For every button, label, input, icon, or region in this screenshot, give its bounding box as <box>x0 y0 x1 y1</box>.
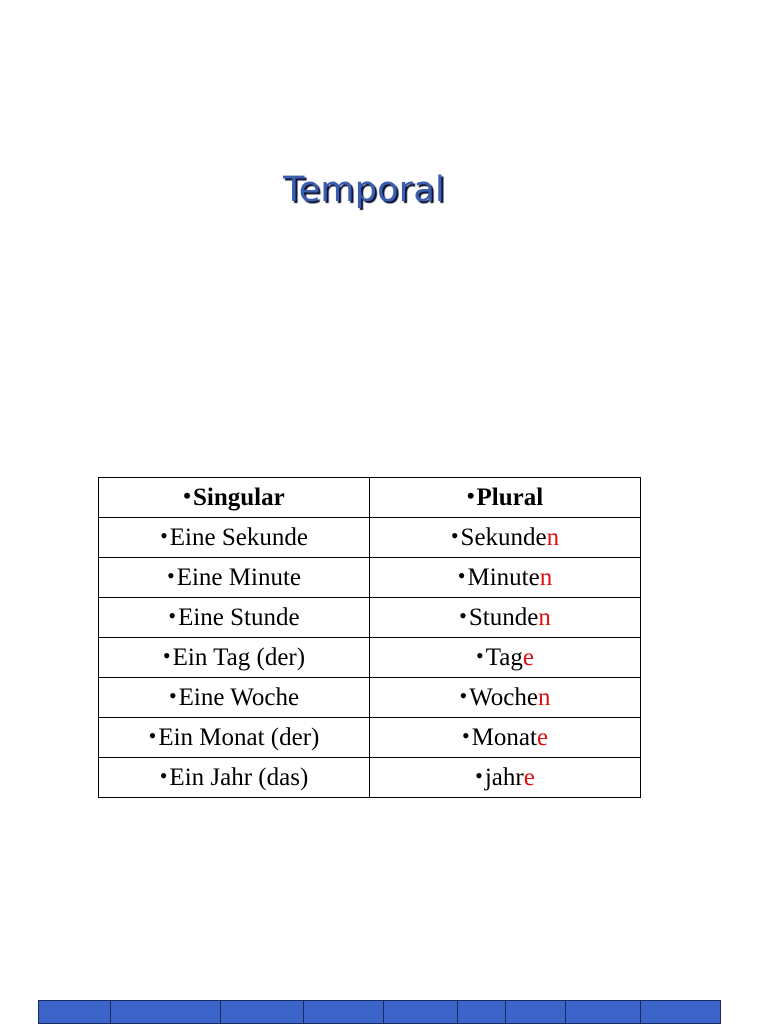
bottom-bar-segment <box>111 1001 222 1023</box>
plural-ending: e <box>522 643 534 671</box>
singular-text: Eine Minute <box>176 563 301 591</box>
singular-text: Ein Jahr (das) <box>169 763 309 791</box>
plural-cell <box>370 758 641 798</box>
singular-cell <box>99 758 370 798</box>
header-plural-label: Plural <box>476 483 544 511</box>
singular-text: Ein Monat (der) <box>158 723 320 751</box>
bullet-icon: • <box>475 762 483 788</box>
bullet-icon: • <box>168 682 177 708</box>
bullet-icon: • <box>461 722 470 748</box>
table-header-row <box>99 478 641 518</box>
plural-stem: Minute <box>467 563 540 591</box>
singular-text: Eine Sekunde <box>169 523 308 551</box>
bottom-bar-segment <box>641 1001 720 1023</box>
slide-title: Temporal <box>283 170 445 210</box>
plural-cell <box>370 558 641 598</box>
bullet-icon: • <box>168 602 177 628</box>
plural-stem: jahr <box>484 763 524 791</box>
singular-cell <box>99 718 370 758</box>
bullet-icon: • <box>148 722 157 748</box>
plural-cell <box>370 598 641 638</box>
plural-ending: e <box>523 763 535 791</box>
table-row <box>99 518 641 558</box>
plural-ending: e <box>536 723 549 751</box>
plural-stem: Woche <box>469 683 538 711</box>
table-row <box>99 678 641 718</box>
plural-ending: n <box>538 603 551 631</box>
singular-cell <box>99 678 370 718</box>
singular-cell <box>99 598 370 638</box>
bullet-icon: • <box>162 642 171 668</box>
plural-ending: n <box>546 523 560 551</box>
bullet-icon: • <box>459 602 467 628</box>
singular-text: Eine Woche <box>178 683 300 711</box>
plural-stem: Stunde <box>468 603 539 631</box>
bullet-icon: • <box>159 762 168 788</box>
header-singular <box>99 478 370 518</box>
plural-stem: Sekunde <box>460 523 547 551</box>
bullet-icon: • <box>476 642 484 668</box>
bullet-icon: • <box>160 522 168 548</box>
plural-cell <box>370 638 641 678</box>
table-row <box>99 598 641 638</box>
table-row <box>99 558 641 598</box>
singular-cell <box>99 558 370 598</box>
table-row <box>99 718 641 758</box>
singular-text: Ein Tag (der) <box>172 643 306 671</box>
bullet-icon: • <box>457 562 466 588</box>
bottom-bar-segment <box>506 1001 567 1023</box>
plural-cell <box>370 718 641 758</box>
bottom-bar-segment <box>39 1001 111 1023</box>
bullet-icon: • <box>450 522 459 548</box>
bottom-bar-segment <box>384 1001 458 1023</box>
table-row <box>99 638 641 678</box>
singular-cell <box>99 518 370 558</box>
header-singular-label: Singular <box>193 483 285 511</box>
bottom-bar <box>38 1000 721 1024</box>
plural-stem: Tag <box>485 643 523 671</box>
bottom-bar-segment <box>458 1001 506 1023</box>
plural-stem: Monat <box>471 723 537 751</box>
bottom-bar-segment <box>566 1001 641 1023</box>
table-row <box>99 758 641 798</box>
singular-plural-table <box>98 477 641 798</box>
bullet-icon: • <box>459 682 468 708</box>
bullet-icon: • <box>183 482 191 508</box>
header-plural <box>370 478 641 518</box>
plural-ending: n <box>538 683 551 711</box>
singular-cell <box>99 638 370 678</box>
bottom-bar-segment <box>221 1001 304 1023</box>
plural-cell <box>370 518 641 558</box>
plural-ending: n <box>539 563 553 591</box>
bullet-icon: • <box>167 562 175 588</box>
plural-cell <box>370 678 641 718</box>
bottom-bar-segment <box>304 1001 384 1023</box>
singular-text: Eine Stunde <box>178 603 300 631</box>
bullet-icon: • <box>466 482 475 508</box>
